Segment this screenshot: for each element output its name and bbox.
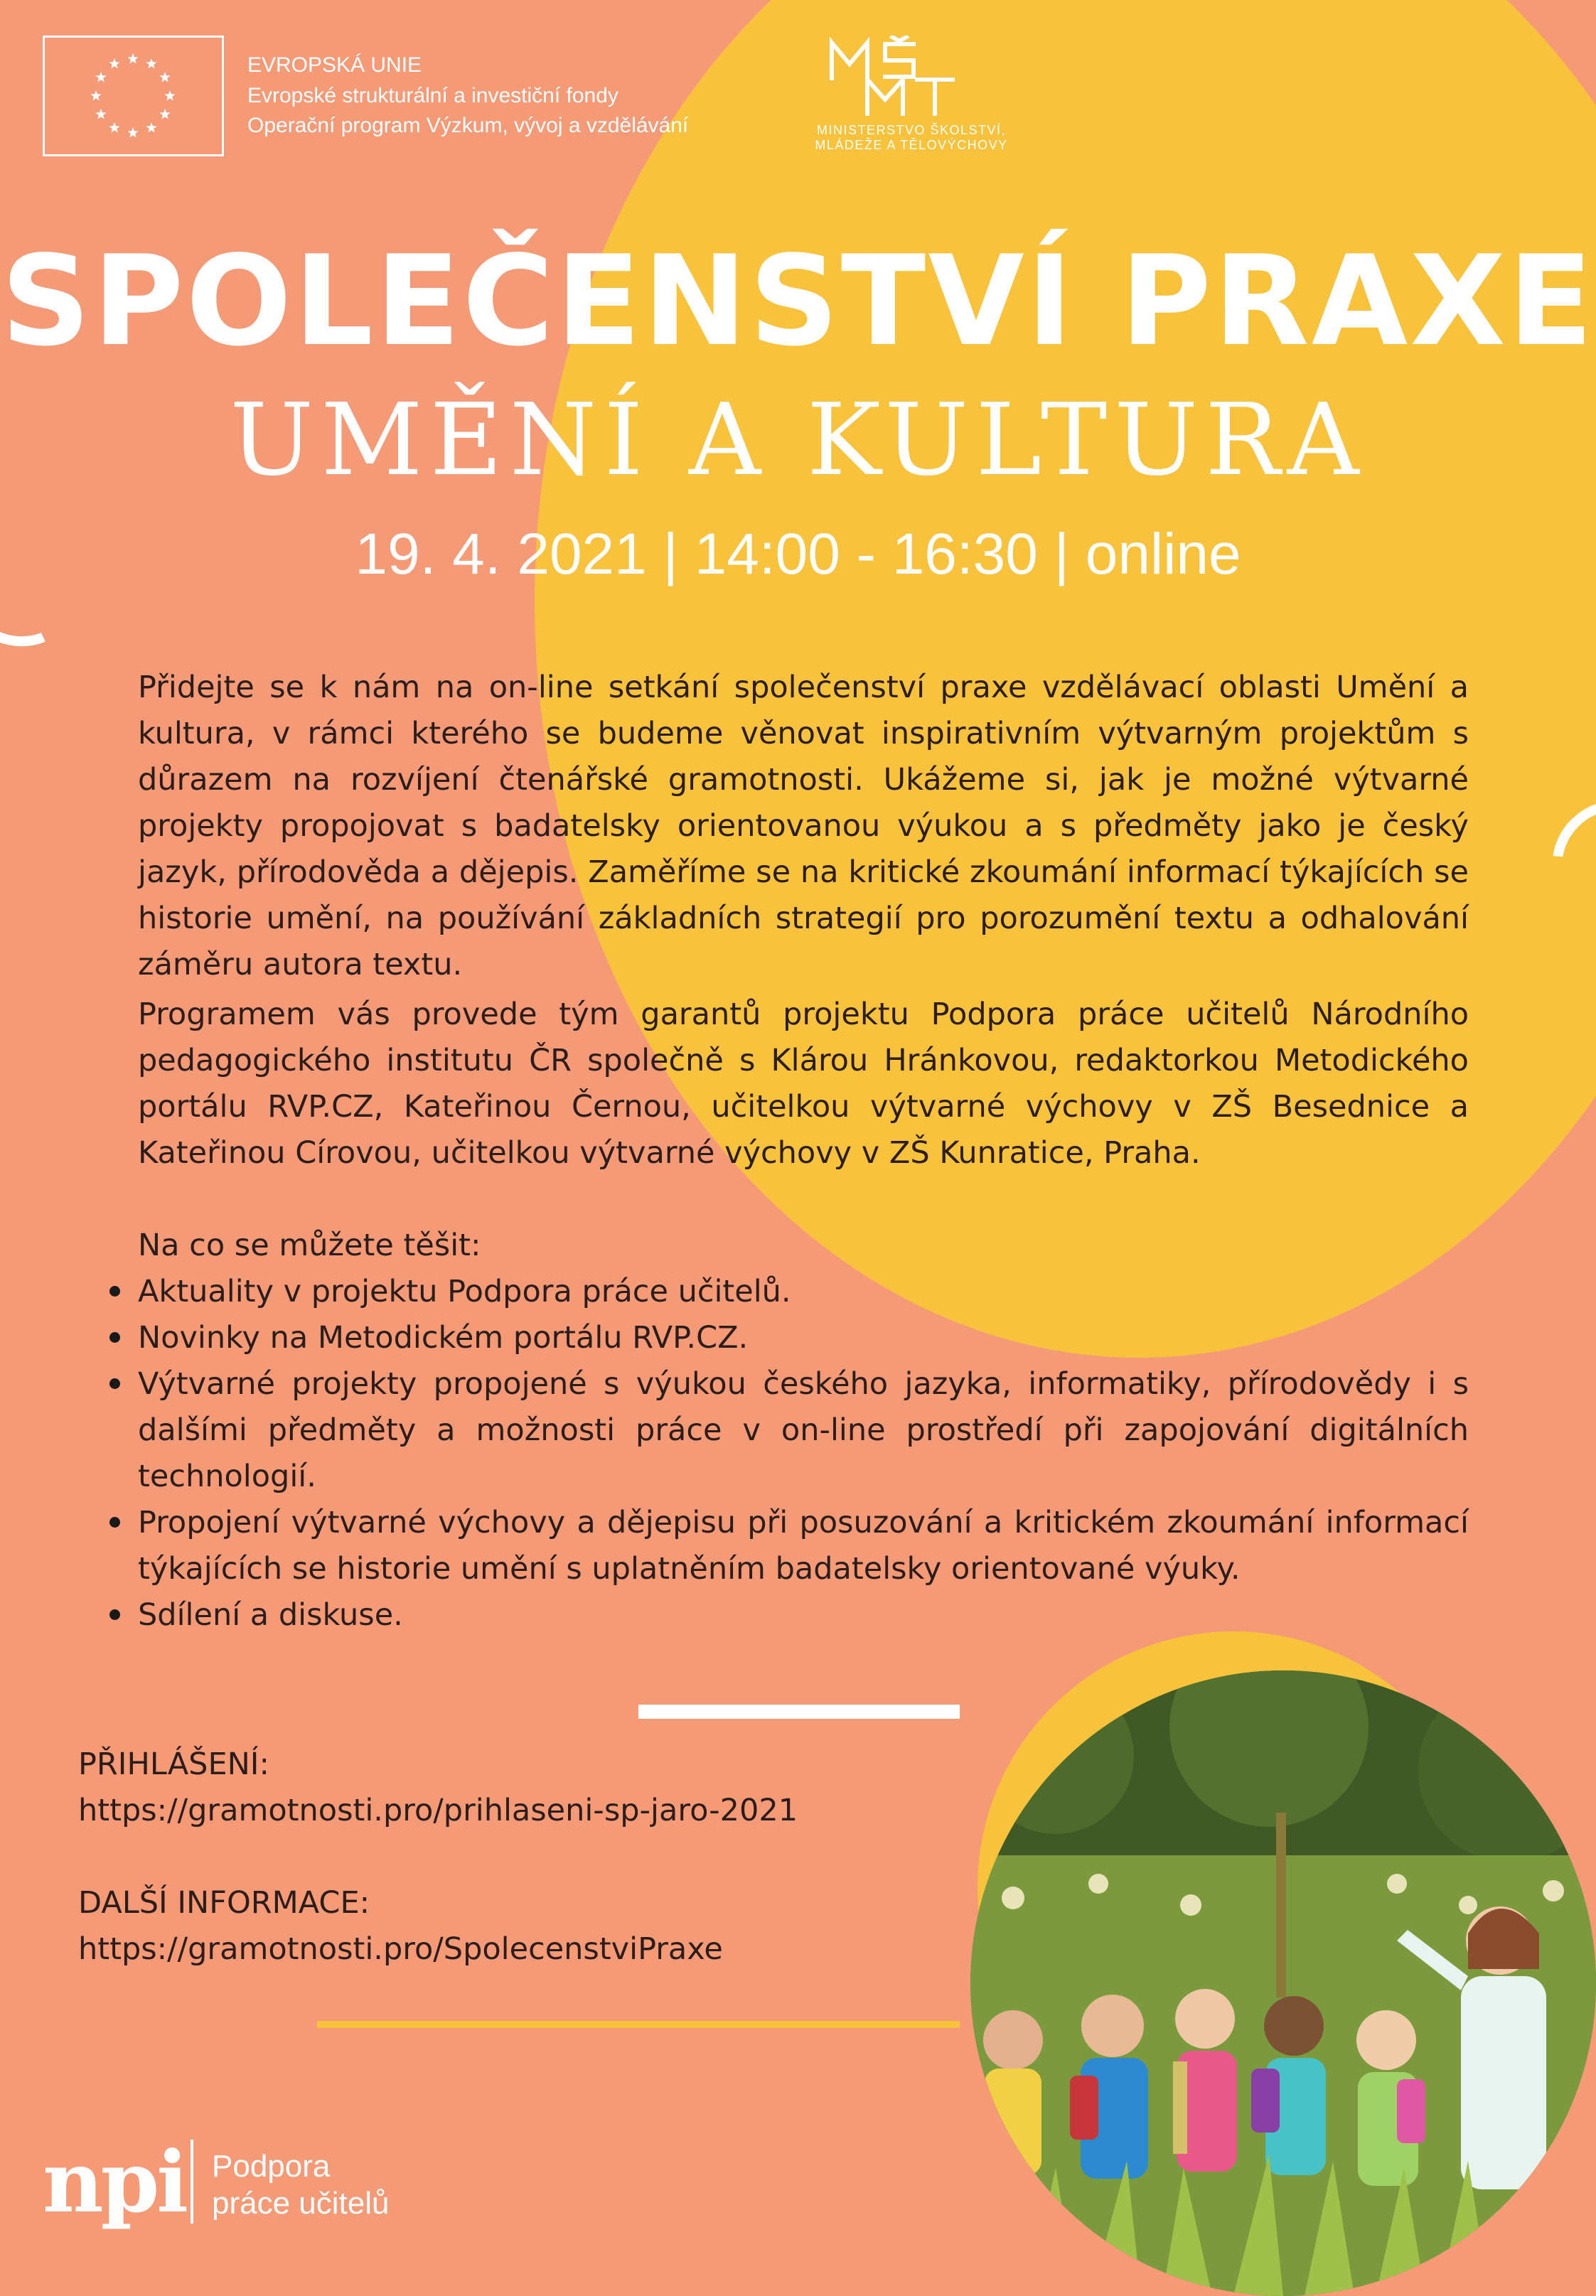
benefits-list	[138, 1269, 1469, 1638]
eu-program-text: Operační program Výzkum, vývoj a vzdělávání	[247, 114, 689, 137]
intro-paragraph: Přidejte se k nám na on-line setkání společenství praxe vzdělávací oblasti Umění a kultura, v rámci kterého se budeme věnovat inspirativním výtvarným projektům s důrazem na rozvíjení čtenářské gramotnosti. Ukážeme si, jak je možné výtvarné projekty propojovat s badatelsky orientovanou výukou a s předměty jako je český jazyk, přírodověda a dějepis. Zaměříme se na kritické zkoumání informací týkajících se historie umění, na používání základních strategií pro porozumění textu a odhalování záměru autora textu.	[138, 670, 1469, 982]
list-item: Výtvarné projekty propojené s výukou českého jazyka, informatiky, přírodovědy i s dalšími předměty a možnosti práce v on-line prostředí při zapojování digitálních technologií.	[138, 1361, 1469, 1500]
msmt-line-1: MINISTERSTVO ŠKOLSTVÍ,	[816, 123, 1007, 137]
msmt-logo	[818, 36, 974, 121]
registration-label: PŘIHLÁŠENÍ:	[78, 1747, 269, 1782]
list-item: Novinky na Metodickém portálu RVP.CZ.	[138, 1315, 1469, 1361]
eu-star-icon	[159, 109, 170, 119]
eu-funds-text: Evropské strukturální a investiční fondy	[247, 84, 618, 107]
eu-star-icon	[95, 109, 106, 119]
npi-logo: npi	[43, 2133, 186, 2231]
eu-star-icon	[95, 72, 106, 82]
more-info-label: DALŠÍ INFORMACE:	[78, 1885, 370, 1921]
eu-star-icon	[127, 53, 138, 64]
yellow-divider	[317, 2021, 960, 2028]
eu-title: EVROPSKÁ UNIE	[247, 53, 422, 77]
list-item: Aktuality v projektu Podpora práce učitelů.	[138, 1269, 1469, 1315]
more-info-link[interactable]: https://gramotnosti.pro/SpolecenstviPraxe	[78, 1931, 723, 1967]
msmt-line-2: MLÁDEŽE A TĚLOVÝCHOVY	[815, 138, 1008, 152]
npi-tagline-line1: Podpora	[212, 2149, 331, 2184]
eu-star-icon	[146, 122, 156, 133]
children-meadow-photo	[970, 1670, 1596, 2296]
page-subtitle: UMĚNÍ A KULTURA	[230, 382, 1366, 498]
eu-flag-logo	[43, 36, 224, 156]
white-divider	[638, 1705, 960, 1719]
npi-logo-divider	[191, 2140, 193, 2223]
page-title: SPOLEČENSTVÍ PRAXE	[1, 230, 1595, 374]
list-item: Propojení výtvarné výchovy a dějepisu při posuzování a kritickém zkoumání informací týkajících se historie umění s uplatněním badatelsky orientované výuky.	[138, 1500, 1469, 1592]
eu-star-icon	[109, 58, 119, 68]
eu-star-icon	[164, 90, 175, 101]
eu-star-icon	[127, 127, 138, 138]
eu-star-icon	[90, 90, 101, 101]
eu-star-icon	[109, 122, 119, 133]
eu-star-icon	[146, 58, 156, 68]
npi-tagline-line2: práce učitelů	[212, 2186, 390, 2221]
team-paragraph: Programem vás provede tým garantů projektu Podpora práce učitelů Národního pedagogického institutu ČR společně s Klárou Hránkovou, redaktorkou Metodického portálu RVP.CZ, Kateřinou Černou, učitelkou výtvarné výchovy v ZŠ Besednice a Kateřinou Círovou, učitelkou výtvarné výchovy v ZŠ Kunratice, Praha.	[138, 997, 1469, 1171]
benefits-heading: Na co se můžete těšit:	[138, 1228, 481, 1263]
list-item: Sdílení a diskuse.	[138, 1592, 1469, 1638]
registration-link[interactable]: https://gramotnosti.pro/prihlaseni-sp-jaro-2021	[78, 1793, 798, 1828]
event-date-time: 19. 4. 2021 | 14:00 - 16:30 | online	[355, 522, 1241, 586]
eu-star-icon	[159, 72, 170, 82]
